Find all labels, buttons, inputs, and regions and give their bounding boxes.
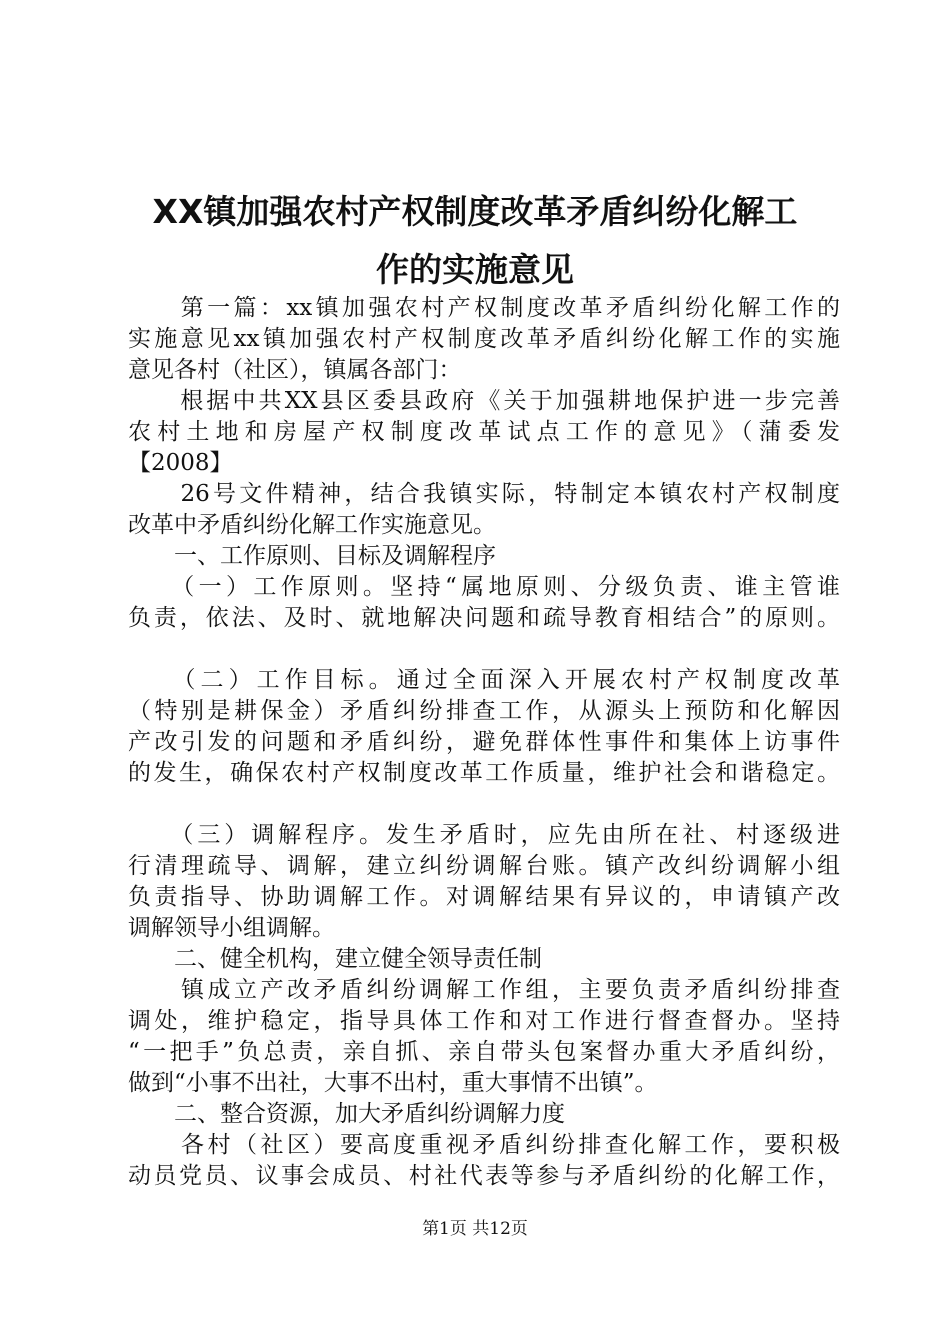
body-line: 26号文件精神，结合我镇实际，特制定本镇农村产权制度 <box>128 481 840 507</box>
body-line: 产改引发的问题和矛盾纠纷，避免群体性事件和集体上访事件 <box>128 729 840 755</box>
body-line: （二）工作目标。通过全面深入开展农村产权制度改革 <box>128 667 840 693</box>
body-line: 实施意见xx镇加强农村产权制度改革矛盾纠纷化解工作的实施 <box>128 326 840 352</box>
body-line: （一）工作原则。坚持“属地原则、分级负责、谁主管谁 <box>128 574 840 600</box>
body-line: 二、健全机构，建立健全领导责任制 <box>128 946 542 972</box>
body-line: （特别是耕保金）矛盾纠纷排查工作，从源头上预防和化解因 <box>128 698 840 724</box>
page-footer: 第1页 共12页 <box>422 1219 528 1239</box>
body-line: 调处，维护稳定，指导具体工作和对工作进行督查督办。坚持 <box>128 1008 840 1034</box>
document-title-line-1: XX镇加强农村产权制度改革矛盾纠纷化解工 <box>152 192 798 231</box>
body-line: 【2008】 <box>128 450 233 476</box>
blank-line <box>128 789 840 820</box>
document-body <box>128 293 840 1192</box>
body-line: 二、整合资源，加大矛盾纠纷调解力度 <box>128 1101 565 1127</box>
body-line: 镇成立产改矛盾纠纷调解工作组，主要负责矛盾纠纷排查 <box>128 977 840 1003</box>
blank-line <box>128 634 840 665</box>
body-line: 改革中矛盾纠纷化解工作实施意见。 <box>128 512 496 538</box>
body-line: 行清理疏导、调解，建立纠纷调解台账。镇产改纠纷调解小组 <box>128 853 840 879</box>
body-line: （三）调解程序。发生矛盾时，应先由所在社、村逐级进 <box>128 822 840 848</box>
body-line: 各村（社区）要高度重视矛盾纠纷排查化解工作，要积极 <box>128 1132 840 1158</box>
body-line: 意见各村（社区），镇属各部门： <box>128 357 462 383</box>
document-title-line-2: 作的实施意见 <box>376 250 574 289</box>
body-line: 调解领导小组调解。 <box>128 915 335 941</box>
body-line: 第一篇：xx镇加强农村产权制度改革矛盾纠纷化解工作的 <box>128 295 840 321</box>
body-line: “一把手”负总责，亲自抓、亲自带头包案督办重大矛盾纠纷， <box>128 1039 840 1065</box>
body-line: 负责，依法、及时、就地解决问题和疏导教育相结合”的原则。 <box>128 605 840 631</box>
body-line: 一、工作原则、目标及调解程序 <box>128 543 496 569</box>
body-line: 根据中共XX县区委县政府《关于加强耕地保护进一步完善 <box>128 388 840 414</box>
body-line: 负责指导、协助调解工作。对调解结果有异议的，申请镇产改 <box>128 884 840 910</box>
body-line: 农村土地和房屋产权制度改革试点工作的意见》（蒲委发 <box>128 419 840 445</box>
body-line: 的发生，确保农村产权制度改革工作质量，维护社会和谐稳定。 <box>128 760 840 786</box>
body-line: 动员党员、议事会成员、村社代表等参与矛盾纠纷的化解工作， <box>128 1163 840 1189</box>
body-line: 做到“小事不出社，大事不出村，重大事情不出镇”。 <box>128 1070 658 1096</box>
